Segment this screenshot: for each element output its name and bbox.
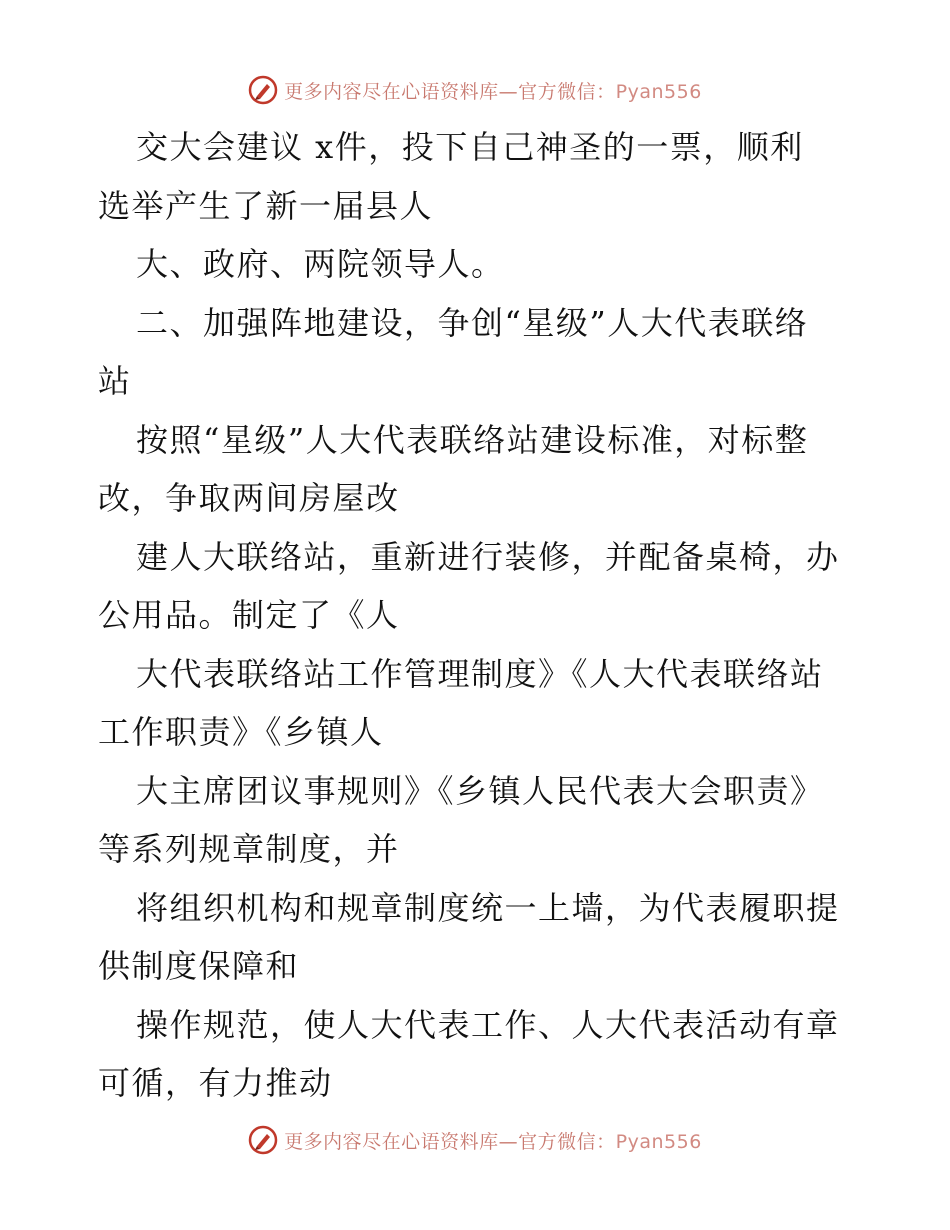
text-line: 选举产生了新一届县人: [98, 186, 434, 225]
document-body: [98, 118, 858, 1113]
text-line: 大代表联络站工作管理制度》《人大代表联络站: [136, 654, 824, 693]
watermark-wechat-id: Pyan556: [615, 80, 702, 103]
pen-logo-icon: [248, 75, 278, 105]
text-line: 操作规范，使人大代表工作、人大代表活动有章: [136, 1005, 840, 1044]
text-line: 可循，有力推动: [98, 1064, 333, 1102]
text-line: 供制度保障和: [98, 947, 300, 985]
header-watermark: [0, 72, 950, 108]
watermark-text: 更多内容尽在心语资料库—官方微信：Pyan556: [284, 80, 702, 103]
watermark-wechat-id: Pyan556: [615, 1130, 702, 1153]
text-line: 站: [98, 362, 132, 400]
text-line: 二、加强阵地建设，争创“星级”人大代表联络: [136, 303, 809, 342]
pen-logo-icon: [248, 1125, 278, 1155]
watermark-text: 更多内容尽在心语资料库—官方微信：Pyan556: [284, 1130, 702, 1153]
text-line: 交大会建议 x件，投下自己神圣的一票，顺利: [136, 128, 804, 166]
text-line: 工作职责》《乡镇人: [98, 713, 384, 751]
text-line: 大、政府、两院领导人。: [136, 245, 505, 283]
footer-watermark: [0, 1122, 950, 1158]
text-line: 改，争取两间房屋改: [98, 479, 400, 517]
text-line: 公用品。制定了《人: [98, 596, 400, 634]
text-line: 按照“星级”人大代表联络站建设标准，对标整: [136, 420, 809, 459]
text-line: 建人大联络站，重新进行装修，并配备桌椅，办: [136, 537, 840, 576]
text-line: 等系列规章制度，并: [98, 830, 400, 868]
text-line: 将组织机构和规章制度统一上墙，为代表履职提: [136, 888, 840, 927]
text-line: 大主席团议事规则》《乡镇人民代表大会职责》: [136, 771, 824, 810]
